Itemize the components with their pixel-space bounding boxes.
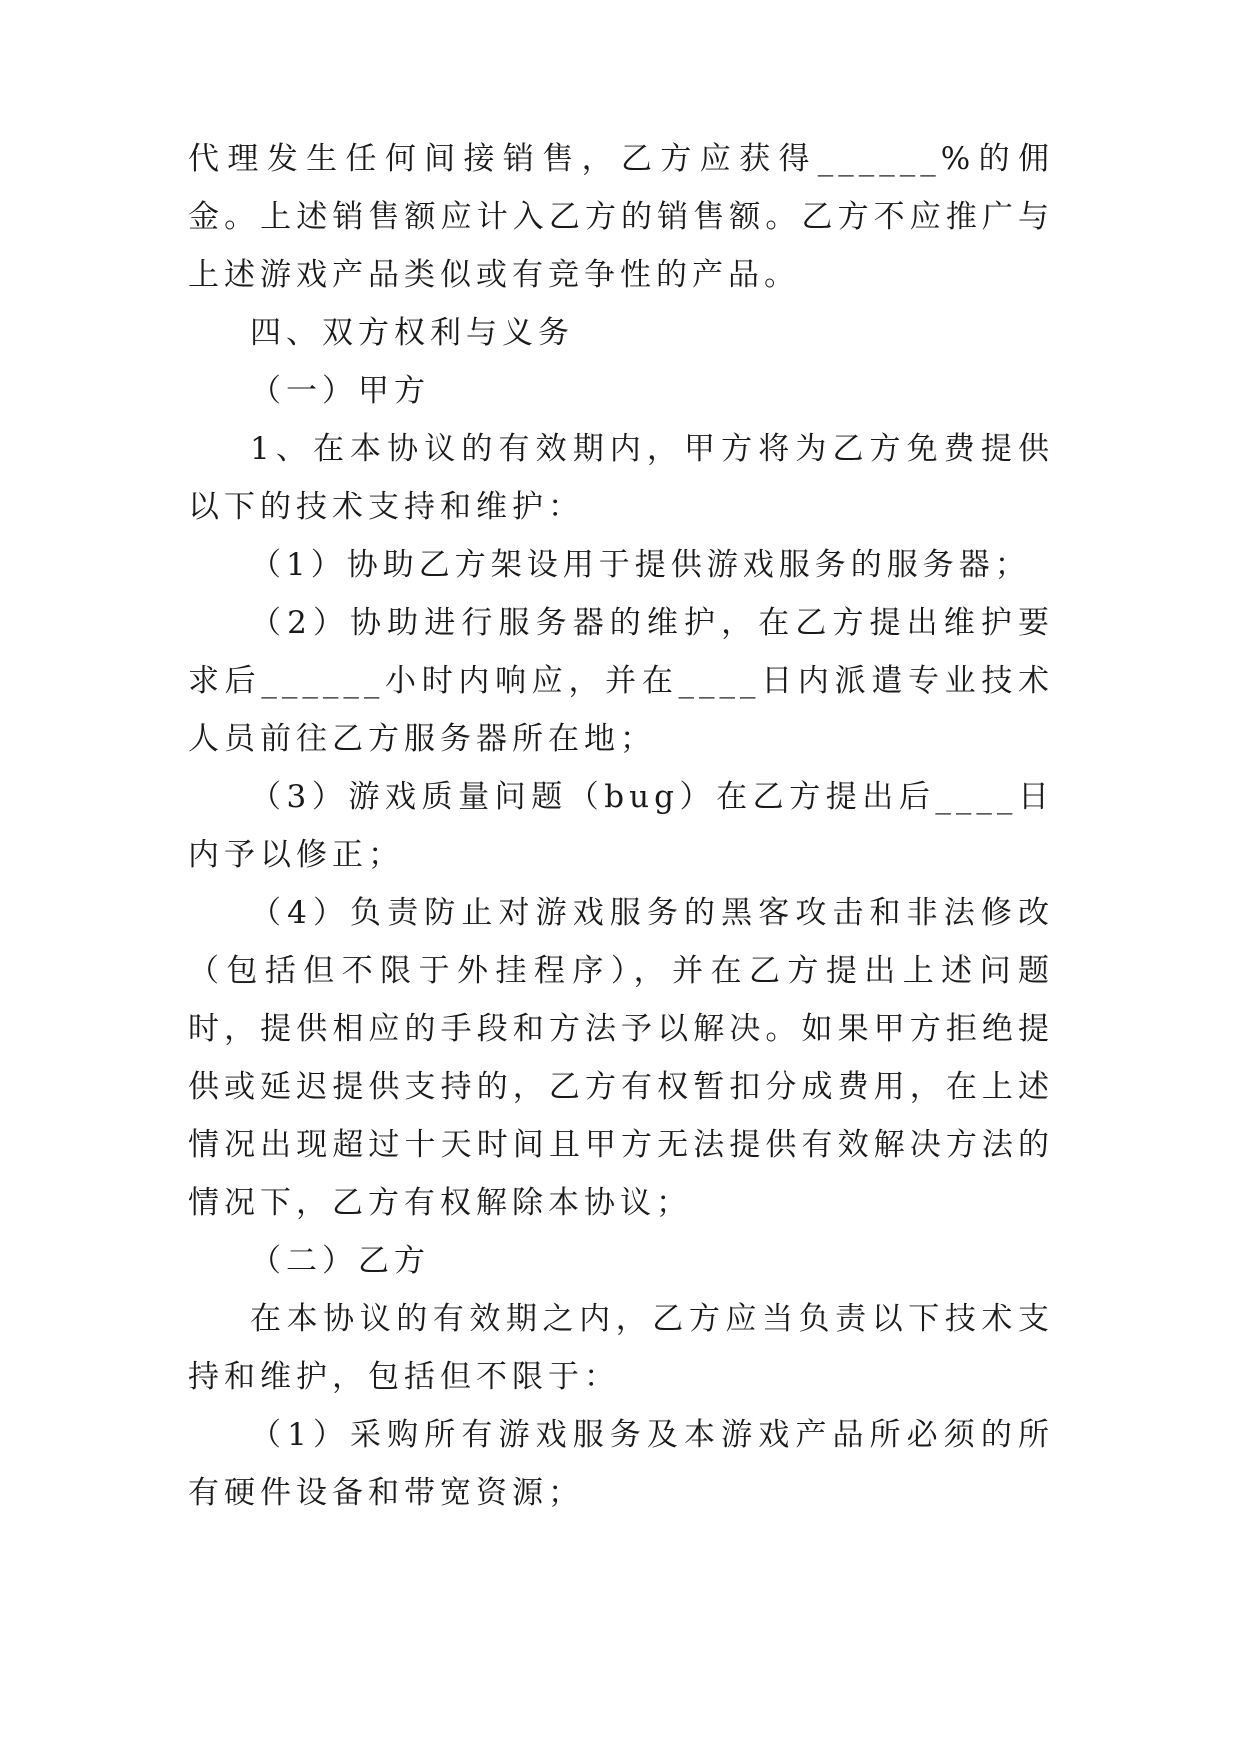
subsection-heading-party-b: （二）乙方 (250, 1243, 430, 1279)
list-item-hardware-procurement: （1）采购所有游戏服务及本游戏产品所必须的所有硬件设备和带宽资源； (188, 1417, 1054, 1511)
section-heading-rights-obligations: 四、双方权利与义务 (250, 315, 574, 351)
document-page (188, 130, 1054, 1522)
list-item-server-maintenance: （2）协助进行服务器的维护，在乙方提出维护要求后______小时内响应，并在____日内派遣专业技术人员前往乙方服务器所在地； (188, 605, 1054, 757)
list-item-bug-fix: （3）游戏质量问题（bug）在乙方提出后____日内予以修正； (188, 779, 1054, 873)
paragraph-party-b-support: 在本协议的有效期之内，乙方应当负责以下技术支持和维护，包括但不限于： (188, 1301, 1054, 1395)
list-item-anti-hacking: （4）负责防止对游戏服务的黑客攻击和非法修改（包括但不限于外挂程序），并在乙方提出上述问题时，提供相应的手段和方法予以解决。如果甲方拒绝提供或延迟提供支持的，乙方有权暂扣分成费用，在上述情况出现超过十天时间且甲方无法提供有效解决方法的情况下，乙方有权解除本协议； (188, 895, 1054, 1221)
paragraph-party-a-support: 1、在本协议的有效期内，甲方将为乙方免费提供以下的技术支持和维护： (188, 431, 1054, 525)
subsection-heading-party-a: （一）甲方 (250, 373, 430, 409)
paragraph-commission: 代理发生任何间接销售，乙方应获得______%的佣金。上述销售额应计入乙方的销售额。乙方不应推广与上述游戏产品类似或有竞争性的产品。 (188, 141, 1054, 293)
list-item-server-setup: （1）协助乙方架设用于提供游戏服务的服务器； (250, 547, 1031, 583)
